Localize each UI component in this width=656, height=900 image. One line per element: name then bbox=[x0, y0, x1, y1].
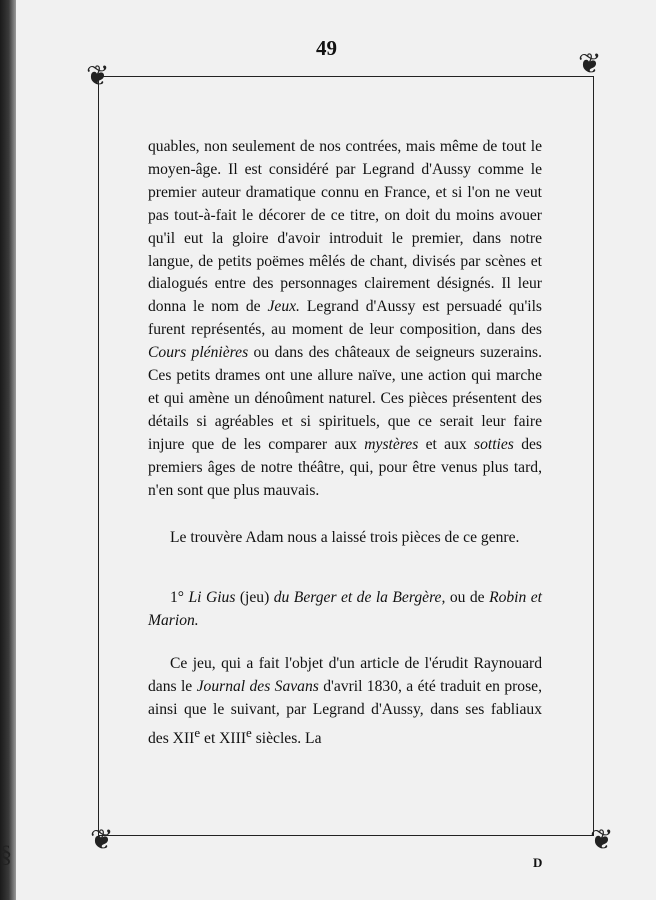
left-edge-curl-icon: § bbox=[0, 842, 12, 868]
paragraph-4: Ce jeu, qui a fait l'objet d'un article de l'érudit Raynouard dans le Journal des Savans d'avril 1830, a été traduit en prose, ainsi que le suivant, par Legrand d'Aussy, dans ses fabliaux des XIIe et XIIIe siècles. La bbox=[148, 655, 542, 748]
paragraph-3-heading: 1° Li Gius (jeu) du Berger et de la Bergère, ou de Robin et Marion. bbox=[148, 589, 543, 630]
bottom-left-fleuron-icon: ❦ bbox=[90, 823, 114, 856]
top-left-fleuron-icon: ❦ bbox=[86, 59, 110, 92]
signature-mark: D bbox=[533, 855, 543, 870]
top-right-fleuron-icon: ❦ bbox=[578, 47, 602, 80]
book-spine-shadow bbox=[0, 0, 16, 900]
paragraph-2: Le trouvère Adam nous a laissé trois pièces de ce genre. bbox=[170, 528, 520, 546]
paragraph-1: quables, non seulement de nos contrées, mais même de tout le moyen-âge. Il est considéré par Legrand d'Aussy comme le premier auteur dramatique connu en France, et si l'on ne veut pas tout-à-fait le décorer de ce titre, on doit du moins avouer qu'il eut la gloire d'avoir introduit le premier, dans notre langue, de petits poëmes mêlés de chant, divisés par scènes et dialogués entre des personnages clairement désignés. Il leur donna le nom de Jeux. Legrand d'Aussy est persuadé qu'ils furent représentés, au moment de leur composition, dans des Cours plénières ou dans des châteaux de seigneurs suzerains. Ces petits drames ont une allure naïve, une action qui marche et qui amène un dénoûment naturel. Ces pièces présentent des détails si agréables et si spirituels, que ce serait leur faire injure que de les comparer aux mystères et aux sotties des premiers âges de notre théâtre, qui, pour être venus plus tard, n'en sont que plus mauvais. bbox=[148, 138, 542, 499]
page-number: 49 bbox=[316, 36, 337, 60]
bottom-right-fleuron-icon: ❦ bbox=[590, 823, 614, 856]
body-text bbox=[148, 136, 542, 751]
